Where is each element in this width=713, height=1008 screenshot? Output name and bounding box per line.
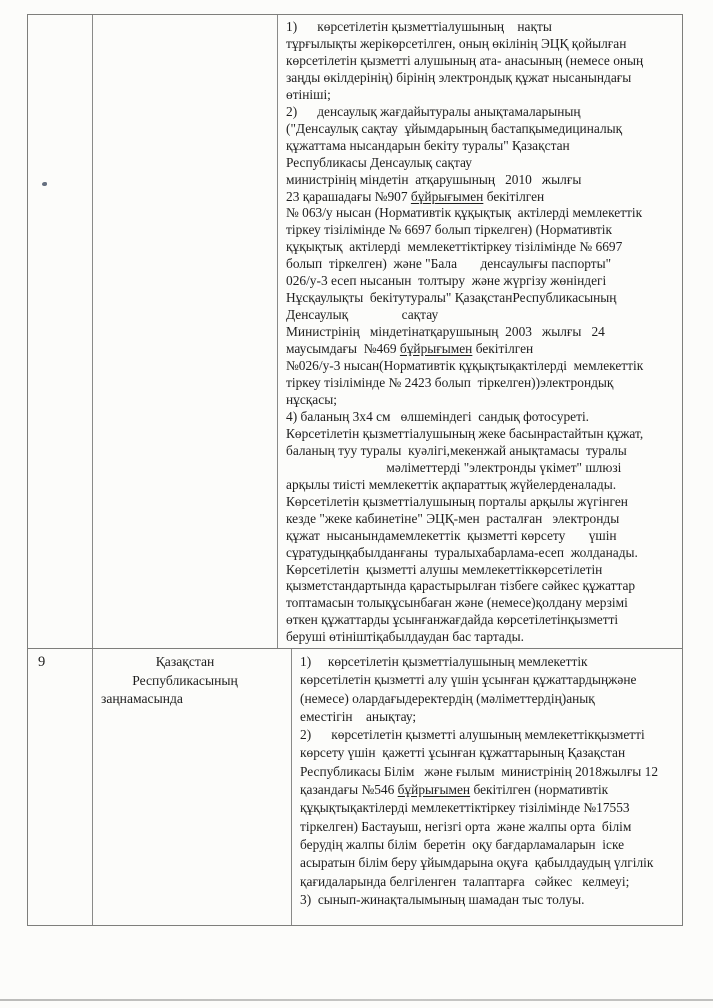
text-line: қызметстандартында қарастырылған тізбеге сәйкес құжаттар (286, 578, 636, 594)
table-row-documents (28, 15, 682, 649)
row-number-cell (28, 15, 93, 648)
text-line: болып тіркелген) және "Бала денсаулығы паспорты" (286, 256, 612, 272)
cell-text-block (286, 19, 680, 646)
text-line: заңнамасында (101, 691, 183, 706)
row-label-cell (93, 649, 292, 925)
text-line: құқықтықактілерді мемлекеттіктіркеу тізілімінде №17553 (300, 800, 630, 816)
text-line: (немесе) олардағыдеректердің (мәліметтердің)анық (300, 690, 595, 706)
text-line: 2) денсаулық жағдайытуралы анықтамаларының (286, 103, 581, 119)
text-line: қағидаларында белгіленген талаптарға сәйкес келмеуі; (300, 873, 630, 889)
row-number: 9 (38, 654, 46, 670)
text-line: Республикасының (132, 672, 238, 688)
text-line: құжаттама нысандарын бекіту туралы" Қазақстан (286, 137, 570, 153)
text-line: маусымдағы №469 бұйрығымен бекітілген (286, 341, 534, 357)
text-line: № 063/у нысан (Нормативтік құқықтық актілерді мемлекеттік (286, 205, 643, 221)
text-line: баланың туу туралы куәлігі,мекенжай анықтамасы туралы (286, 442, 627, 458)
text-line: тіркеу тізілімінде № 6697 болып тіркелген) (Нормативтік (286, 222, 612, 238)
cell-text-block (300, 653, 680, 909)
requirements-table (27, 14, 683, 926)
text-line: 4) баланың 3х4 см өлшеміндегі сандық фотосуреті. (286, 408, 590, 424)
text-line: 026/у-3 есеп нысанын толтыру және жүргізу жөніндегі (286, 273, 607, 289)
text-line: Қазақстан (155, 654, 215, 669)
text-line: Денсаулық сақтау (286, 307, 439, 323)
text-line: министрінің міндетін атқарушының 2010 жылғы (286, 171, 582, 187)
text-line: көрсетілетін қызметті алу үшін ұсынған құжаттардыңжәне (300, 672, 637, 688)
text-line: 1) көрсетілетін қызметтіалушының нақты (286, 19, 552, 34)
text-line: көрсетілетін қызметті алушының ата- анасының (немесе оның (286, 52, 644, 68)
text-line: құжат нысанындамемлекеттік қызметті көрсету үшін (286, 527, 617, 543)
text-line: өтініші; (286, 86, 331, 102)
text-line: топтамасын толықұсынбаған және (немесе)қолдану мерзімі (286, 595, 628, 611)
row-number-cell (28, 649, 93, 925)
row-label-cell (93, 15, 278, 648)
text-line: 1) көрсетілетін қызметтіалушының мемлекеттік (300, 654, 588, 669)
text-line: тіркеу тізілімінде № 2423 болып тіркелген))электрондық (286, 375, 614, 391)
text-line: 3) сынып-жинақталымының шамадан тыс толуы. (300, 891, 585, 907)
text-line: асыратын білім беру ұйымдарына оқуға қабылдаудың үлгілік (300, 855, 654, 871)
text-line: қазандағы №546 бұйрығымен бекітілген (нормативтік (300, 782, 609, 798)
text-line: тіркелген) Бастауыш, негізгі орта және жалпы орта білім (300, 818, 632, 834)
text-line: мәліметтерді "электронды үкімет" шлюзі (286, 459, 622, 475)
row-content-cell (278, 15, 682, 648)
text-line: Нұсқаулықты бекітутуралы" ҚазақстанРеспубликасының (286, 290, 617, 306)
text-line: Көрсетілетін қызметті алушы мемлекеттіккөрсетілетін (286, 561, 603, 577)
text-line: 2) көрсетілетін қызметті алушының мемлекеттікқызметті (300, 727, 645, 743)
ink-speck (42, 182, 47, 186)
text-line: Республикасы Білім және ғылым министрінің 2018жылғы 12 (300, 763, 659, 779)
text-line: ("Денсаулық сақтау ұйымдарының бастапқымедициналық (286, 120, 623, 136)
text-line: заңды өкілдерінің) бірінің электрондық құжат нысанындағы (286, 69, 632, 85)
text-line: беруші өтініштіқабылдаудан бас тартады. (286, 629, 524, 645)
text-line: арқылы тиісті мемлекеттік ақпараттық жүйелерденалады. (286, 476, 617, 492)
text-line: кезде "жеке кабинетіне" ЭЦҚ-мен расталған электронды (286, 510, 620, 526)
text-line: Министрінің міндетінатқарушының 2003 жылғы 24 (286, 324, 605, 340)
text-line: тұрғылықты жерікөрсетілген, оның өкілінің ЭЦҚ қойылған (286, 35, 627, 51)
text-line: 23 қарашадағы №907 бұйрығымен бекітілген (286, 188, 545, 204)
text-line: өткен құжаттарды ұсынғанжағдайда көрсетілетінқызметті (286, 612, 619, 628)
text-line: көрсету үшін қажетті ұсынған құжаттарының Қазақстан (300, 745, 626, 761)
scan-edge-line (0, 999, 713, 1001)
text-line: Көрсетілетін қызметтіалушының жеке басынрастайтын құжат, (286, 425, 644, 441)
text-line: №026/у-3 нысан(Нормативтік құқықтықактілерді мемлекеттік (286, 358, 644, 374)
text-line: еместігін анықтау; (300, 708, 417, 724)
table-row-refusal-grounds (28, 649, 682, 925)
text-line: құқықтық актілерді мемлекеттіктіркеу тізілімінде № 6697 (286, 239, 623, 255)
text-line: нұсқасы; (286, 391, 337, 407)
row-content-cell (292, 649, 682, 925)
text-line: берудің жалпы білім беретін оқу бағдарламаларын іске (300, 836, 625, 852)
text-line: Республикасы Денсаулық сақтау (286, 154, 472, 170)
text-line: Көрсетілетін қызметтіалушының порталы арқылы жүгінген (286, 493, 628, 509)
text-line: сұратудыңқабылданғаны туралыхабарлама-есеп жолданады. (286, 544, 638, 560)
